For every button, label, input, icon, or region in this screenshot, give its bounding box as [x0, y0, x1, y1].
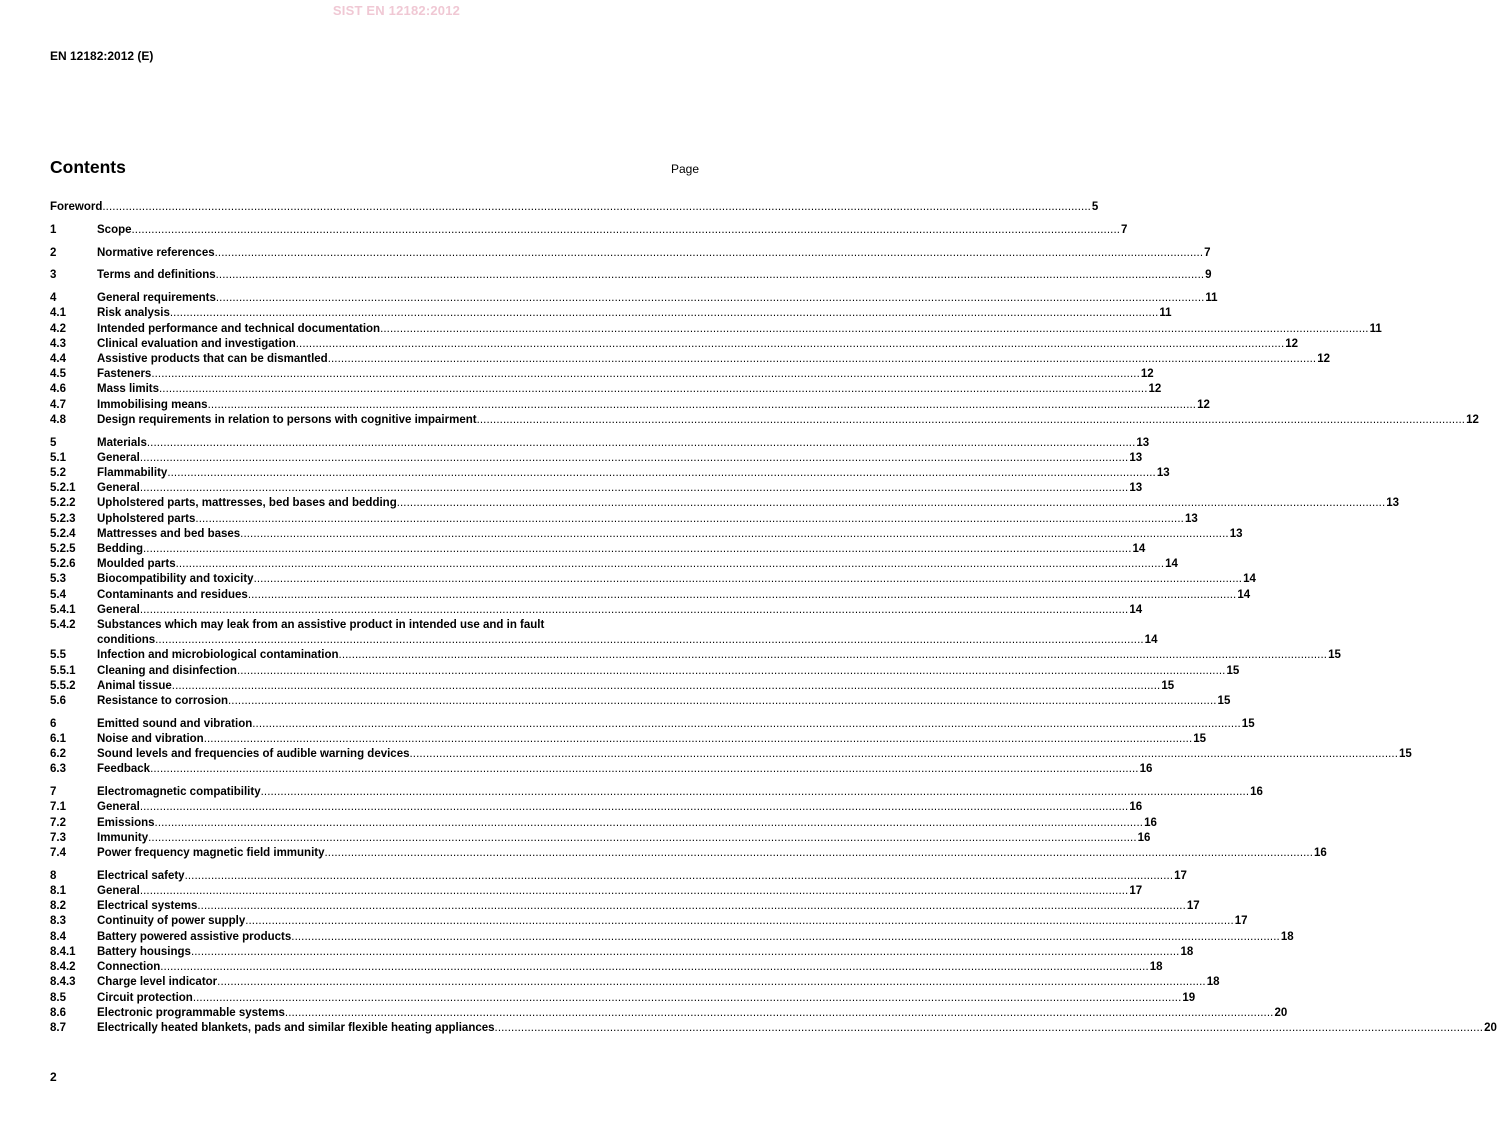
toc-entry-number: 4.8 — [50, 413, 66, 426]
toc-entry-title: Feedback — [97, 763, 151, 776]
toc-entry-number: 8.4 — [50, 930, 66, 943]
toc-entry[interactable] — [50, 816, 1157, 831]
toc-entry-title: Moulded parts — [97, 558, 176, 571]
toc-entry-number: 5.3 — [50, 573, 66, 586]
toc-leader-dots — [204, 732, 1193, 747]
toc-entry-title: General — [97, 801, 140, 814]
toc-leader-dots — [150, 762, 1139, 777]
toc-entry-number: 5.2.2 — [50, 497, 76, 510]
toc-leader-dots — [217, 975, 1206, 990]
toc-entry-page: 18 — [1180, 945, 1194, 958]
toc-entry-title: Contaminants and residues — [97, 588, 248, 601]
toc-entry[interactable] — [50, 800, 1143, 815]
toc-entry-title: Clinical evaluation and investigation — [97, 337, 296, 350]
toc-entry-page: 15 — [1193, 733, 1207, 746]
toc-entry[interactable] — [50, 717, 1255, 732]
toc-entry-number: 7 — [50, 786, 57, 799]
watermark: SIST EN 12182:2012 — [332, 3, 461, 18]
toc-entry-title: Upholstered parts — [97, 512, 196, 525]
toc-entry-number: 5.6 — [50, 695, 66, 708]
toc-leader-dots — [216, 268, 1205, 283]
toc-entry-number: 5.2.6 — [50, 558, 76, 571]
toc-entry-number: 5 — [50, 436, 57, 449]
toc-entry-title: Normative references — [97, 246, 215, 259]
toc-entry-number: 6.3 — [50, 763, 66, 776]
toc-entry-title: General requirements — [97, 292, 216, 305]
toc-leader-dots — [170, 306, 1159, 321]
toc-leader-dots — [410, 747, 1399, 762]
toc-entry-page: 16 — [1137, 831, 1151, 844]
toc-entry[interactable] — [50, 603, 1143, 618]
toc-entry-page: 16 — [1129, 801, 1143, 814]
toc-entry-title: Battery powered assistive products — [97, 930, 292, 943]
toc-entry-number: 5.2.4 — [50, 527, 76, 540]
toc-entry-number: 1 — [50, 223, 57, 236]
toc-entry-page: 11 — [1159, 307, 1172, 320]
toc-leader-dots — [208, 398, 1197, 413]
toc-entry-number: 4.6 — [50, 383, 66, 396]
toc-leader-dots — [261, 785, 1250, 800]
toc-entry[interactable] — [50, 436, 1150, 451]
toc-entry-page: 15 — [1217, 695, 1231, 708]
toc-entry-page: 13 — [1156, 467, 1170, 480]
toc-entry-title: Electrical systems — [97, 900, 198, 913]
toc-leader-dots — [140, 481, 1129, 496]
toc-leader-dots — [160, 960, 1149, 975]
toc-entry-title: Immobilising means — [97, 398, 208, 411]
toc-entry-page: 18 — [1206, 976, 1220, 989]
toc-entry-page: 15 — [1328, 649, 1341, 662]
toc-entry[interactable] — [50, 200, 1099, 215]
toc-entry-title: Materials — [97, 436, 147, 449]
toc-entry-page: 14 — [1144, 634, 1158, 647]
toc-entry-title: Biocompatibility and toxicity — [97, 573, 254, 586]
toc-leader-dots — [216, 291, 1205, 306]
toc-leader-dots — [191, 945, 1180, 960]
toc-entry-title: Electronic programmable systems — [97, 1006, 285, 1019]
toc-entry-number: 5.2.1 — [50, 482, 76, 495]
toc-entry-number: 5.4.1 — [50, 603, 76, 616]
toc-entry[interactable] — [50, 223, 1128, 238]
toc-entry-number: 6.2 — [50, 748, 66, 761]
toc-entry[interactable] — [50, 694, 1231, 709]
toc-entry-page: 7 — [1121, 223, 1128, 236]
toc-entry-number: 4.3 — [50, 337, 66, 350]
toc-entry[interactable] — [50, 679, 1175, 694]
toc-entry[interactable] — [50, 831, 1151, 846]
toc-entry-title: Upholstered parts, mattresses, bed bases and bedding — [97, 497, 397, 510]
toc-entry-page: 14 — [1132, 543, 1146, 556]
toc-entry[interactable] — [50, 648, 1341, 663]
toc-entry-title: Animal tissue — [97, 679, 172, 692]
toc-entry[interactable] — [50, 1021, 1497, 1036]
toc-entry-title: Design requirements in relation to persons with cognitive impairment — [97, 413, 477, 426]
toc-entry[interactable] — [50, 762, 1153, 777]
toc-leader-dots — [193, 991, 1182, 1006]
toc-entry[interactable] — [50, 664, 1240, 679]
toc-leader-dots — [228, 694, 1217, 709]
toc-entry-page: 12 — [1317, 353, 1331, 365]
toc-entry-page: 11 — [1205, 292, 1218, 305]
toc-entry-page: 13 — [1129, 451, 1143, 464]
toc-entry-number: 8.5 — [50, 991, 66, 1004]
toc-leader-dots — [147, 436, 1136, 451]
toc-entry-title: General — [97, 603, 140, 616]
toc-leader-dots — [159, 382, 1148, 397]
toc-entry-page: 15 — [1399, 748, 1412, 761]
toc-entry-number: 4.4 — [50, 353, 66, 365]
toc-entry-number: 5.4.2 — [50, 619, 76, 632]
toc-entry-number: 5.1 — [50, 451, 66, 464]
toc-entry[interactable] — [50, 747, 1412, 762]
toc-entry-number: 6 — [50, 717, 57, 730]
toc-entry-page: 14 — [1243, 573, 1256, 586]
toc-entry-number: 5.5.1 — [50, 664, 76, 677]
toc-leader-dots — [176, 557, 1165, 572]
toc-entry-page: 20 — [1274, 1006, 1288, 1019]
toc-leader-dots — [102, 200, 1091, 215]
toc-entry-page: 17 — [1234, 915, 1248, 928]
toc-entry-title: Mass limits — [97, 383, 159, 396]
toc-entry-page: 14 — [1237, 588, 1251, 601]
toc-entry-page: 18 — [1149, 961, 1163, 974]
toc-entry-number: 7.3 — [50, 831, 66, 844]
toc-entry-title: Emitted sound and vibration — [97, 717, 253, 730]
toc-entry-number: 8.2 — [50, 900, 66, 913]
toc-entry-number: 5.2 — [50, 467, 66, 480]
toc-leader-dots — [143, 542, 1132, 557]
toc-entry[interactable] — [50, 451, 1143, 466]
toc-leader-dots — [140, 800, 1129, 815]
toc-entry-page: 12 — [1466, 413, 1479, 426]
toc-entry-number: 8.4.1 — [50, 945, 76, 958]
toc-entry[interactable] — [50, 945, 1194, 960]
toc-entry-title: Electrically heated blankets, pads and similar flexible heating appliances — [97, 1021, 495, 1034]
toc-entry[interactable] — [50, 322, 1382, 337]
toc-entry[interactable] — [50, 367, 1154, 382]
toc-entry[interactable] — [50, 588, 1251, 603]
toc-leader-dots — [197, 899, 1186, 914]
toc-entry-title: Resistance to corrosion — [97, 695, 229, 708]
toc-leader-dots — [155, 816, 1144, 831]
toc-entry[interactable] — [50, 246, 1211, 261]
page-column-label: Page — [670, 162, 699, 176]
toc-entry-number: 3 — [50, 269, 57, 282]
toc-entry-title: Power frequency magnetic field immunity — [97, 847, 325, 860]
toc-entry-page: 17 — [1174, 869, 1187, 882]
toc-entry-page: 17 — [1186, 900, 1200, 913]
toc-entry[interactable] — [50, 268, 1212, 283]
toc-entry-page: 15 — [1241, 717, 1255, 730]
toc-entry-title: Emissions — [97, 816, 155, 829]
toc-leader-dots — [477, 413, 1466, 428]
toc-entry-title: Circuit protection — [97, 991, 193, 1004]
toc-entry-page: 15 — [1161, 679, 1175, 692]
toc-entry-title: Cleaning and disinfection — [97, 664, 237, 677]
toc-leader-dots — [172, 679, 1161, 694]
toc-entry-title: General — [97, 482, 140, 495]
toc-entry[interactable] — [50, 291, 1218, 306]
toc-leader-dots — [245, 914, 1234, 929]
toc-entry-number: 7.1 — [50, 801, 66, 814]
toc-entry-page: 16 — [1144, 816, 1157, 829]
toc-leader-dots — [155, 633, 1144, 648]
toc-entry[interactable] — [50, 930, 1294, 945]
toc-entry-page: 15 — [1226, 664, 1240, 677]
toc-leader-dots — [151, 367, 1140, 382]
toc-entry[interactable] — [50, 512, 1198, 527]
toc-entry[interactable] — [50, 914, 1248, 929]
toc-entry-number: 5.2.5 — [50, 543, 76, 556]
toc-entry-title: Immunity — [97, 831, 149, 844]
toc-entry-title: General — [97, 885, 140, 898]
toc-entry-number: 8.3 — [50, 915, 66, 928]
toc-entry-title: Electrical safety — [97, 869, 185, 882]
toc-entry[interactable] — [50, 884, 1143, 899]
toc-entry[interactable] — [50, 975, 1220, 990]
toc-entry-title: Flammability — [97, 467, 168, 480]
toc-entry[interactable] — [50, 466, 1170, 481]
toc-entry-title: Scope — [97, 223, 132, 236]
toc-entry-number: 5.5.2 — [50, 679, 76, 692]
toc-entry-page: 13 — [1386, 497, 1400, 510]
toc-leader-dots — [291, 930, 1280, 945]
toc-leader-dots — [254, 572, 1243, 587]
toc-entry-title: Infection and microbiological contamination — [97, 649, 339, 662]
toc-entry-page: 16 — [1139, 763, 1153, 776]
toc-entry-page: 14 — [1165, 558, 1178, 571]
toc-leader-dots — [140, 603, 1129, 618]
toc-entry[interactable] — [50, 618, 1158, 648]
footer-page-number: 2 — [50, 1070, 57, 1084]
toc-entry[interactable] — [50, 542, 1146, 557]
document-id: EN 12182:2012 (E) — [50, 49, 154, 63]
toc-entry[interactable] — [50, 899, 1200, 914]
toc-entry-title: Fasteners — [97, 368, 152, 381]
toc-entry-number: 4.7 — [50, 398, 66, 411]
contents-title: Contents — [50, 157, 126, 177]
toc-entry[interactable] — [50, 785, 1263, 800]
toc-entry-page: 7 — [1204, 246, 1211, 259]
toc-entry-title: Continuity of power supply — [97, 915, 246, 928]
toc-leader-dots — [140, 451, 1129, 466]
toc-entry-number: 8.4.2 — [50, 961, 76, 974]
toc-entry[interactable] — [50, 398, 1210, 413]
toc-entry-title: Foreword — [50, 201, 103, 213]
toc-leader-dots — [140, 884, 1129, 899]
toc-entry-number: 7.2 — [50, 816, 66, 829]
toc-entry-title: Connection — [97, 961, 161, 974]
toc-entry-page: 9 — [1205, 269, 1212, 282]
toc-entry[interactable] — [50, 496, 1400, 511]
toc-entry-page: 12 — [1140, 368, 1154, 381]
toc-entry-page: 16 — [1250, 786, 1263, 799]
toc-leader-dots — [195, 512, 1184, 527]
toc-entry-page: 19 — [1182, 991, 1196, 1004]
toc-entry-page: 14 — [1129, 603, 1143, 616]
toc-entry-number: 5.4 — [50, 588, 66, 601]
toc-leader-dots — [132, 223, 1121, 238]
toc-leader-dots — [148, 831, 1137, 846]
toc-entry-number: 8.7 — [50, 1021, 66, 1034]
table-of-contents — [50, 200, 1497, 1036]
toc-entry-number: 4.2 — [50, 322, 66, 335]
toc-leader-dots — [397, 496, 1386, 511]
toc-entry-title: Mattresses and bed bases — [97, 527, 241, 540]
toc-entry[interactable] — [50, 960, 1163, 975]
toc-leader-dots — [185, 869, 1174, 884]
toc-entry[interactable] — [50, 846, 1327, 861]
toc-entry-number: 2 — [50, 246, 57, 259]
toc-leader-dots — [495, 1021, 1484, 1036]
toc-entry-title-continuation: conditions — [97, 634, 156, 647]
toc-entry-page: 16 — [1314, 847, 1327, 860]
toc-entry[interactable] — [50, 413, 1479, 428]
toc-entry[interactable] — [50, 527, 1243, 542]
toc-entry-page: 13 — [1184, 512, 1198, 525]
toc-leader-dots — [167, 466, 1156, 481]
toc-entry-title: General — [97, 451, 140, 464]
toc-entry-title: Electromagnetic compatibility — [97, 786, 261, 799]
toc-leader-dots — [325, 846, 1314, 861]
toc-entry-title: Assistive products that can be dismantled — [97, 353, 328, 365]
toc-entry-page: 12 — [1285, 337, 1299, 350]
toc-leader-dots — [240, 527, 1229, 542]
toc-entry[interactable] — [50, 382, 1162, 397]
toc-entry-page: 12 — [1148, 383, 1162, 396]
toc-entry-page: 18 — [1280, 930, 1294, 943]
toc-entry[interactable] — [50, 352, 1331, 367]
toc-entry-number: 4 — [50, 292, 57, 305]
toc-entry-title: Substances which may leak from an assistive product in intended use and in fault — [97, 619, 545, 632]
toc-leader-dots — [285, 1006, 1274, 1021]
toc-leader-dots — [248, 588, 1237, 603]
toc-entry-number: 8.1 — [50, 885, 66, 898]
toc-entry-page: 17 — [1129, 885, 1143, 898]
toc-entry[interactable] — [50, 869, 1187, 884]
toc-entry-number: 8.6 — [50, 1006, 66, 1019]
toc-entry[interactable] — [50, 306, 1172, 321]
toc-entry-title: Charge level indicator — [97, 976, 218, 989]
toc-entry-number: 7.4 — [50, 847, 66, 860]
toc-entry-number: 5.2.3 — [50, 512, 76, 525]
toc-entry-title: Terms and definitions — [97, 269, 216, 282]
toc-entry-page: 13 — [1129, 482, 1143, 495]
toc-entry-title: Sound levels and frequencies of audible warning devices — [97, 748, 410, 761]
toc-entry-page: 13 — [1229, 527, 1243, 540]
toc-entry-page: 13 — [1136, 436, 1150, 449]
toc-leader-dots — [237, 664, 1226, 679]
toc-entry-number: 4.1 — [50, 307, 66, 320]
toc-leader-dots — [339, 648, 1328, 663]
toc-leader-dots — [215, 246, 1204, 261]
toc-entry-title: Risk analysis — [97, 307, 170, 320]
toc-entry-number: 8.4.3 — [50, 976, 76, 989]
toc-entry[interactable] — [50, 337, 1299, 352]
toc-leader-dots — [296, 337, 1285, 352]
toc-entry-page: 12 — [1197, 398, 1210, 411]
toc-entry-number: 5.5 — [50, 649, 66, 662]
toc-entry-number: 6.1 — [50, 733, 66, 746]
toc-entry[interactable] — [50, 481, 1143, 496]
toc-entry-title: Bedding — [97, 543, 143, 556]
toc-entry[interactable] — [50, 991, 1196, 1006]
toc-entry-page: 5 — [1091, 201, 1099, 213]
toc-entry-title: Battery housings — [97, 945, 191, 958]
toc-leader-dots — [328, 352, 1317, 367]
toc-entry[interactable] — [50, 732, 1207, 747]
toc-entry-title: Noise and vibration — [97, 733, 204, 746]
toc-entry-number: 4.5 — [50, 368, 66, 381]
toc-entry[interactable] — [50, 557, 1178, 572]
toc-entry-page: 20 — [1484, 1021, 1497, 1034]
toc-entry-title: Intended performance and technical documentation — [97, 322, 381, 335]
toc-leader-dots — [380, 322, 1369, 337]
toc-entry-number: 8 — [50, 869, 57, 882]
toc-entry-page: 11 — [1369, 322, 1382, 335]
toc-leader-dots — [252, 717, 1241, 732]
toc-entry[interactable] — [50, 1006, 1288, 1021]
toc-entry[interactable] — [50, 572, 1256, 587]
